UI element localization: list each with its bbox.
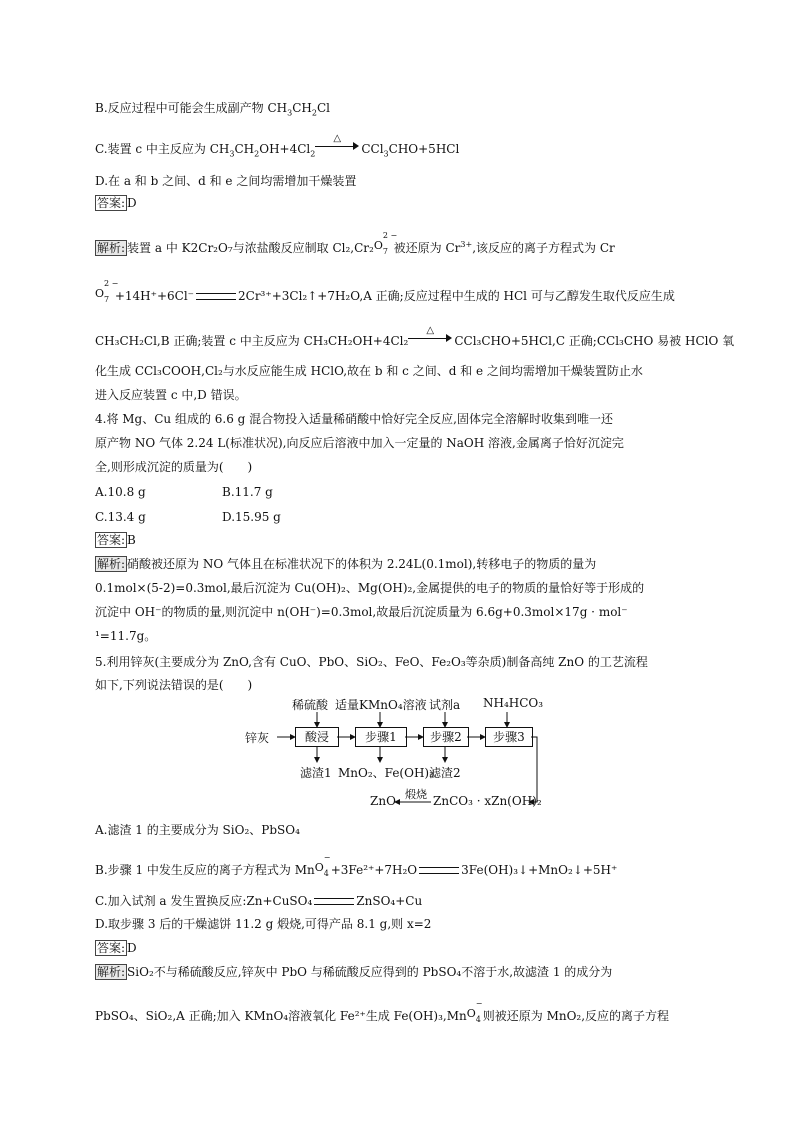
heat-arrow (315, 133, 361, 153)
step-acid-leach: 酸浸 (295, 727, 339, 747)
text: +3Fe²⁺+7H₂O (330, 863, 418, 877)
q5-option-c (95, 893, 422, 909)
text: CH₃CH₂Cl,B 正确;装置 c 中主反应为 CH₃CH₂OH+4Cl₂ (95, 334, 409, 348)
text: 则被还原为 MnO₂,反应的离子方程 (482, 1009, 670, 1023)
q4-option-a: A.10.8 g (95, 485, 146, 499)
residue-mno2-feoh3: MnO₂、Fe(OH)₃ (338, 766, 434, 780)
option-d: D.在 a 和 b 之间、d 和 e 之间均需增加干燥装置 (95, 174, 357, 188)
sup: 3+ (460, 240, 473, 249)
answer-label: 答案: (97, 941, 126, 955)
analysis-1-line3 (95, 325, 735, 349)
text: 硝酸被还原为 NO 气体且在标准状况下的体积为 2.24L(0.1mol),转移电子的物质的量为 (127, 557, 597, 571)
analysis-3-line1 (95, 964, 612, 980)
base: O (466, 1007, 476, 1020)
text: CCl (361, 142, 384, 156)
sub: 2 (311, 108, 317, 118)
text: Cl (316, 101, 330, 115)
option-b-text: B.反应过程中可能会生成副产物 CH (95, 101, 288, 115)
option-c (95, 133, 460, 162)
text: B.步骤 1 中发生反应的离子方程式为 Mn (95, 863, 315, 877)
analysis-1-line4: 化生成 CCl₃COOH,Cl₂与水反应能生成 HClO,故在 b 和 c 之间、d 和 e 之间均需增加干燥装置防止水 (95, 364, 643, 378)
sub: 3 (229, 149, 235, 159)
delta-symbol: △ (333, 133, 342, 144)
answer-label: 答案: (97, 533, 126, 547)
analysis-3-line2 (95, 999, 670, 1024)
q4-option-b: B.11.7 g (222, 485, 273, 499)
text: C.加入试剂 a 发生置换反应:Zn+CuSO₄ (95, 894, 313, 908)
text: CH (234, 142, 255, 156)
q5-option-b (95, 853, 618, 878)
q4-option-d: D.15.95 g (222, 510, 281, 524)
text: +14H⁺+6Cl⁻ (114, 289, 194, 303)
analysis-1-line1 (95, 231, 615, 256)
analysis-2-line4: ¹=11.7g。 (95, 629, 157, 643)
analysis-1-line5: 进入反应装置 c 中,D 错误。 (95, 388, 247, 402)
answer-3 (95, 940, 137, 956)
calcine-label: 煅烧 (405, 788, 427, 801)
residue-2: 滤渣2 (429, 766, 461, 780)
sup: − (475, 999, 483, 1008)
answer-2 (95, 532, 136, 548)
step-2: 步骤2 (423, 727, 469, 747)
sub: 4 (475, 1015, 481, 1024)
q4-line2: 原产物 NO 气体 2.24 L(标准状况),向反应后溶液中加入一定量的 NaOH 溶液,金属离子恰好沉淀完 (95, 436, 624, 450)
base: O (373, 239, 383, 252)
text: 2Cr³⁺+3Cl₂↑+7H₂O (238, 289, 360, 303)
text: ,A 正确;反应过程中生成的 HCl 可与乙醇发生取代反应生成 (359, 289, 675, 303)
product-zno: ZnO (370, 794, 396, 808)
analysis-2-line3: 沉淀中 OH⁻的物质的量,则沉淀中 n(OH⁻)=0.3mol,故最后沉淀质量为 6.6g+0.3mol×17g · mol⁻ (95, 605, 628, 619)
reagent-nh4hco3: NH₄HCO₃ (483, 696, 544, 710)
option-c-text: C.装置 c 中主反应为 CH (95, 142, 230, 156)
answer-value: D (127, 196, 137, 210)
dichromate-ion (373, 231, 398, 256)
equals-sign (314, 898, 354, 905)
sup: − (323, 853, 331, 862)
reagent-acid: 稀硫酸 (292, 698, 329, 712)
text: 3Fe(OH)₃↓+MnO₂↓+5H⁺ (461, 863, 618, 877)
q5-line1: 5.利用锌灰(主要成分为 ZnO,含有 CuO、PbO、SiO₂、FeO、Fe₂O₃等杂质)制备高纯 ZnO 的工艺流程 (95, 655, 648, 669)
sub: 3 (383, 149, 389, 159)
dichromate-ion-2 (95, 279, 119, 304)
equals-sign (419, 867, 459, 874)
sup: 2 − (382, 231, 398, 240)
analysis-label: 解析: (97, 965, 126, 979)
q4-line1: 4.将 Mg、Cu 组成的 6.6 g 混合物投入适量稀硝酸中恰好完全反应,固体完全溶解时收集到唯一还 (95, 412, 613, 426)
analysis-2-line1 (95, 556, 596, 572)
analysis-label: 解析: (97, 241, 126, 255)
text: 装置 a 中 K (127, 241, 191, 255)
q5-line2: 如下,下列说法错误的是( ) (95, 678, 253, 692)
sub: 7 (382, 247, 388, 256)
delta-symbol: △ (426, 325, 435, 336)
arrow-head (353, 142, 359, 150)
step-1: 步骤1 (355, 727, 407, 747)
text: PbSO₄、SiO₂,A 正确;加入 KMnO₄溶液氧化 Fe²⁺生成 Fe(OH)₃,Mn (95, 1009, 467, 1023)
sub: 7 (104, 295, 110, 304)
q5-option-a: A.滤渣 1 的主要成分为 SiO₂、PbSO₄ (95, 823, 300, 837)
q5-option-d: D.取步骤 3 后的干燥滤饼 11.2 g 煅烧,可得产品 8.1 g,则 x=2 (95, 917, 432, 931)
q4-line3: 全,则形成沉淀的质量为( ) (95, 460, 253, 474)
equals-sign (196, 293, 236, 300)
process-flow-diagram (245, 694, 545, 814)
heat-arrow (408, 325, 454, 345)
text: ZnSO₄+Cu (356, 894, 423, 908)
step-3: 步骤3 (485, 727, 533, 747)
sub: 4 (323, 869, 329, 878)
arrow-shaft (315, 146, 357, 147)
analysis-1-line2 (95, 279, 675, 304)
q4-option-c: C.13.4 g (95, 510, 146, 524)
base: O (95, 287, 105, 300)
reagent-kmno4: 适量KMnO₄溶液 (335, 698, 427, 712)
sub: 2 (254, 149, 260, 159)
residue-1: 滤渣1 (300, 766, 332, 780)
analysis-label: 解析: (97, 557, 126, 571)
sub: 2 (310, 149, 316, 159)
intermediate-znco3: ZnCO₃ · xZn(OH)₂ (433, 794, 542, 808)
text: ,该反应的离子方程式为 Cr (472, 241, 615, 255)
text: CHO+5HCl (388, 142, 460, 156)
sup: 2 − (104, 279, 119, 288)
text: 被还原为 Cr (393, 241, 461, 255)
sub: 3 (287, 108, 293, 118)
text: CCl₃CHO+5HCl,C 正确;CCl₃CHO 易被 HClO 氧 (454, 334, 735, 348)
option-b (95, 100, 330, 121)
answer-label: 答案: (97, 196, 126, 210)
answer-value: B (127, 533, 136, 547)
text: CH (292, 101, 312, 115)
analysis-2-line2: 0.1mol×(5-2)=0.3mol,最后沉淀为 Cu(OH)₂、Mg(OH)₂,金属提供的电子的物质的量恰好等于形成的 (95, 581, 645, 595)
text: 2Cr₂O₇与浓盐酸反应制取 Cl₂,Cr₂ (190, 241, 374, 255)
start-material: 锌灰 (245, 731, 270, 745)
permanganate-ion (314, 853, 331, 878)
answer-value: D (127, 941, 137, 955)
answer-1 (95, 195, 137, 211)
permanganate-ion (466, 999, 483, 1024)
text: SiO₂不与稀硫酸反应,锌灰中 PbO 与稀硫酸反应得到的 PbSO₄不溶于水,故滤渣 1 的成分为 (127, 965, 613, 979)
base: O (314, 861, 324, 874)
reagent-a: 试剂a (429, 698, 461, 712)
text: OH+4Cl (259, 142, 311, 156)
arrow-head (446, 334, 452, 342)
arrow-shaft (408, 338, 450, 339)
